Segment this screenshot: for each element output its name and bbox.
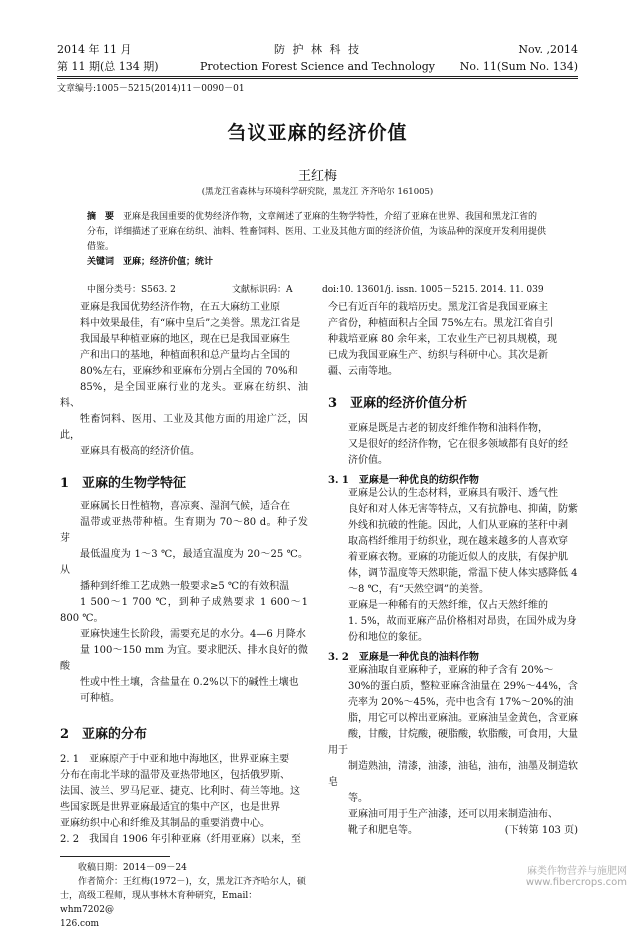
text-line: 亚麻是我国优势经济作物，在五大麻纺工业原 [80, 302, 280, 313]
abstract-line-1 [87, 210, 567, 225]
subsection-3-2-heading: 3. 2 亚麻是一种优良的油料作物 [328, 652, 479, 663]
text-line: 85%，是全国亚麻行业的龙头。亚麻在纺织、油料、 [60, 382, 308, 409]
right-column [328, 300, 578, 839]
text-line: 疆、云南等地。 [328, 366, 398, 377]
section-2-continued [328, 300, 578, 380]
text-line: 良好和对人体无害等特点，又有抗静电、抑菌，防紫 [348, 504, 578, 515]
text-line: ～8 ℃，有“天然空调”的美誉。 [348, 584, 489, 595]
footnote [60, 861, 308, 931]
text-line: 最低温度为 1～3 ℃，最适宜温度为 20～25 ℃。从 [60, 549, 308, 576]
text-line: 些国家既是世界亚麻最适宜的集中产区，也是世界 [60, 802, 280, 813]
watermark-url: www.fibercrops.com [525, 877, 627, 888]
text-line: 取高档纤维用于纺织业，现在越来越多的人喜欢穿 [348, 536, 568, 547]
text-line: 产省份，种植面积占全国 75%左右。黑龙江省自引 [328, 318, 554, 329]
footnote-received: 收稿日期：2014－09－24 [78, 863, 187, 873]
text-line: 体，调节温度等天然职能，常温下使人体实感降低 4 [348, 568, 578, 579]
issue-number: 第 11 期(总 134 期) [57, 60, 159, 73]
header-rule-bottom [57, 78, 578, 79]
section-1-text [60, 499, 308, 707]
text-line: 亚麻是一种稀有的天然纤维，仅占天然纤维的 [348, 600, 548, 611]
classification-number: 中图分类号：S563. 2 [87, 285, 176, 295]
text-line: 壳率为 20%～45%，壳中也含有 17%～20%的油 [348, 697, 574, 708]
footnote-rule [60, 856, 170, 857]
text-line: 着亚麻衣物。亚麻的功能近似人的皮肤，有保护肌 [348, 552, 568, 563]
continued-note: (下转第 103 页) [504, 825, 578, 836]
text-line: 1 500～1 700 ℃，到种子成熟要求 1 600～1 800 ℃。 [60, 597, 308, 624]
text-line: 亚麻是公认的生态材料，亚麻具有吸汗、透气性 [348, 488, 558, 499]
text-line: 量 100～150 mm 为宜。要求肥沃、排水良好的微酸 [60, 645, 308, 672]
text-line: 2. 1 亚麻原产于中亚和地中海地区，世界亚麻主要 [60, 754, 290, 765]
text-line: 性或中性土壤，含盐量在 0.2%以下的碱性土壤也 [80, 677, 299, 688]
text-line: 料中效果最佳，有“麻中皇后”之美誉。黑龙江省是 [80, 318, 301, 329]
abstract-text-1: 亚麻是我国重要的优势经济作物，文章阐述了亚麻的生物学特性，介绍了亚麻在世界、我国和黑龙江省的 [123, 212, 538, 222]
text-line: 1. 5%，故而亚麻产品价格相对昂贵，在国外成为身 [348, 616, 577, 627]
text-line: 80%左右，亚麻纱和亚麻布分别占全国的 70%和 [80, 366, 298, 377]
section-3-heading: 3 亚麻的经济价值分析 [328, 396, 468, 411]
text-line: 今已有近百年的栽培历史。黑龙江省是我国亚麻主 [328, 302, 548, 313]
footnote-email-end: 126.com [60, 919, 100, 929]
text-line: 又是很好的经济作物，它在很多领域都有良好的经 [348, 439, 568, 450]
footnote-author: 作者简介：王红梅(1972－)，女，黑龙江齐齐哈尔人，硕 [78, 877, 306, 887]
watermark [526, 862, 627, 888]
text-line: 制造熟油，清漆，油漆，油毡，油布，油墨及制造软皂 [328, 761, 578, 788]
text-line: 分布在南北半球的温带及亚热带地区，包括俄罗斯、 [60, 770, 290, 781]
text-line: 等。 [348, 793, 368, 804]
text-line: 已成为我国亚麻生产、纺织与科研中心。其次是新 [328, 350, 548, 361]
abstract [87, 210, 567, 270]
article-number: 文章编号:1005－5215(2014)11－0090－01 [57, 84, 245, 94]
left-column [60, 300, 308, 931]
text-line: 播种到纤维工艺成熟一般要求≥5 ℃的有效积温 [80, 581, 290, 592]
text-line: 外线和抗破的性能。因此，人们从亚麻的茎秆中剥 [348, 520, 568, 531]
subsection-3-1-heading: 3. 1 亚麻是一种优良的纺织作物 [328, 475, 479, 486]
intro-paragraph [60, 300, 308, 460]
section-1-heading: 1 亚麻的生物学特征 [60, 476, 187, 491]
subsection-3-1-text [328, 486, 578, 646]
text-line: 亚麻快速生长阶段，需要充足的水分。4—6 月降水 [80, 629, 306, 640]
footnote-author-cont: 士，高级工程师，现从事林木育种研究，Email：whm7202@ [60, 891, 258, 915]
text-line: 种栽培亚麻 80 余年来，工农业生产已初具规模，现 [328, 334, 558, 345]
text-line: 靴子和肥皂等。 [348, 825, 418, 836]
journal-name-en: Protection Forest Science and Technology [200, 60, 435, 73]
section-2-heading: 2 亚麻的分布 [60, 727, 148, 742]
header-rule-top [57, 76, 578, 77]
issue-date-en: Nov. ,2014 [518, 43, 578, 56]
abstract-line-2: 分布，详细描述了亚麻在纺织、油料、牲畜饲料、医用、工业及其他方面的经济价值，为该品种的深度开发利用提供 [87, 227, 547, 237]
text-line: 酸，甘酸，甘烷酸，硬脂酸，软脂酸，可食用，大量用于 [328, 729, 578, 756]
text-line: 法国、波兰、罗马尼亚、捷克、比利时、荷兰等地。这 [60, 786, 300, 797]
issue-number-en: No. 11(Sum No. 134) [459, 60, 578, 73]
text-line: 脂，用它可以榨出亚麻油。亚麻油呈金黄色，含亚麻 [348, 713, 578, 724]
text-line: 亚麻油取自亚麻种子，亚麻的种子含有 20%～ [348, 665, 554, 676]
text-line: 亚麻纺织中心和纤维及其制品的重要消费中心。 [60, 818, 270, 829]
author-affiliation: (黑龙江省森林与环境科学研究院，黑龙江 齐齐哈尔 161005) [201, 187, 434, 197]
text-line: 亚麻属长日性植物，喜凉爽、湿润气候，适合在 [80, 501, 290, 512]
keywords: 关键词 亚麻；经济价值；统计 [87, 257, 214, 267]
text-line: 牲畜饲料、医用、工业及其他方面的用途广泛，因此， [60, 414, 308, 441]
text-line: 2. 2 我国自 1906 年引种亚麻（纤用亚麻）以来，至 [60, 834, 301, 845]
journal-name-cn: 防 护 林 科 技 [274, 43, 361, 56]
watermark-title: 麻类作物营养与施肥网 [527, 866, 627, 877]
text-line: 亚麻油可用于生产油漆，还可以用来制造油布、 [348, 809, 558, 820]
abstract-label: 摘 要 [87, 212, 115, 222]
subsection-3-2-text [328, 663, 578, 839]
text-line: 亚麻是既是古老的韧皮纤维作物和油料作物， [348, 423, 548, 434]
text-line: 我国最早种植亚麻的地区，现在已是我国亚麻生 [80, 334, 290, 345]
author-name: 王红梅 [297, 169, 337, 184]
text-line: 济价值。 [348, 455, 388, 466]
document-code: 文献标识码：A [232, 285, 293, 295]
text-line: 份和地位的象征。 [348, 632, 428, 643]
section-2-text [60, 752, 308, 848]
text-line: 产和出口的基地，种植面积和总产量均占全国的 [80, 350, 290, 361]
issue-date: 2014 年 11 月 [57, 43, 132, 56]
section-3-intro [328, 421, 578, 469]
doi: doi:10. 13601/j. issn. 1005－5215. 2014. 11. 039 [322, 285, 544, 295]
article-title: 刍议亚麻的经济价值 [227, 122, 408, 144]
abstract-line-3: 借鉴。 [87, 242, 115, 252]
text-line: 可种植。 [80, 693, 120, 704]
text-line: 亚麻具有极高的经济价值。 [80, 446, 200, 457]
text-line: 30%的蛋白质，整粒亚麻含油量在 29%～44%，含 [348, 681, 578, 692]
text-line: 温带或亚热带种植。生育期为 70～80 d。种子发芽 [60, 517, 308, 544]
